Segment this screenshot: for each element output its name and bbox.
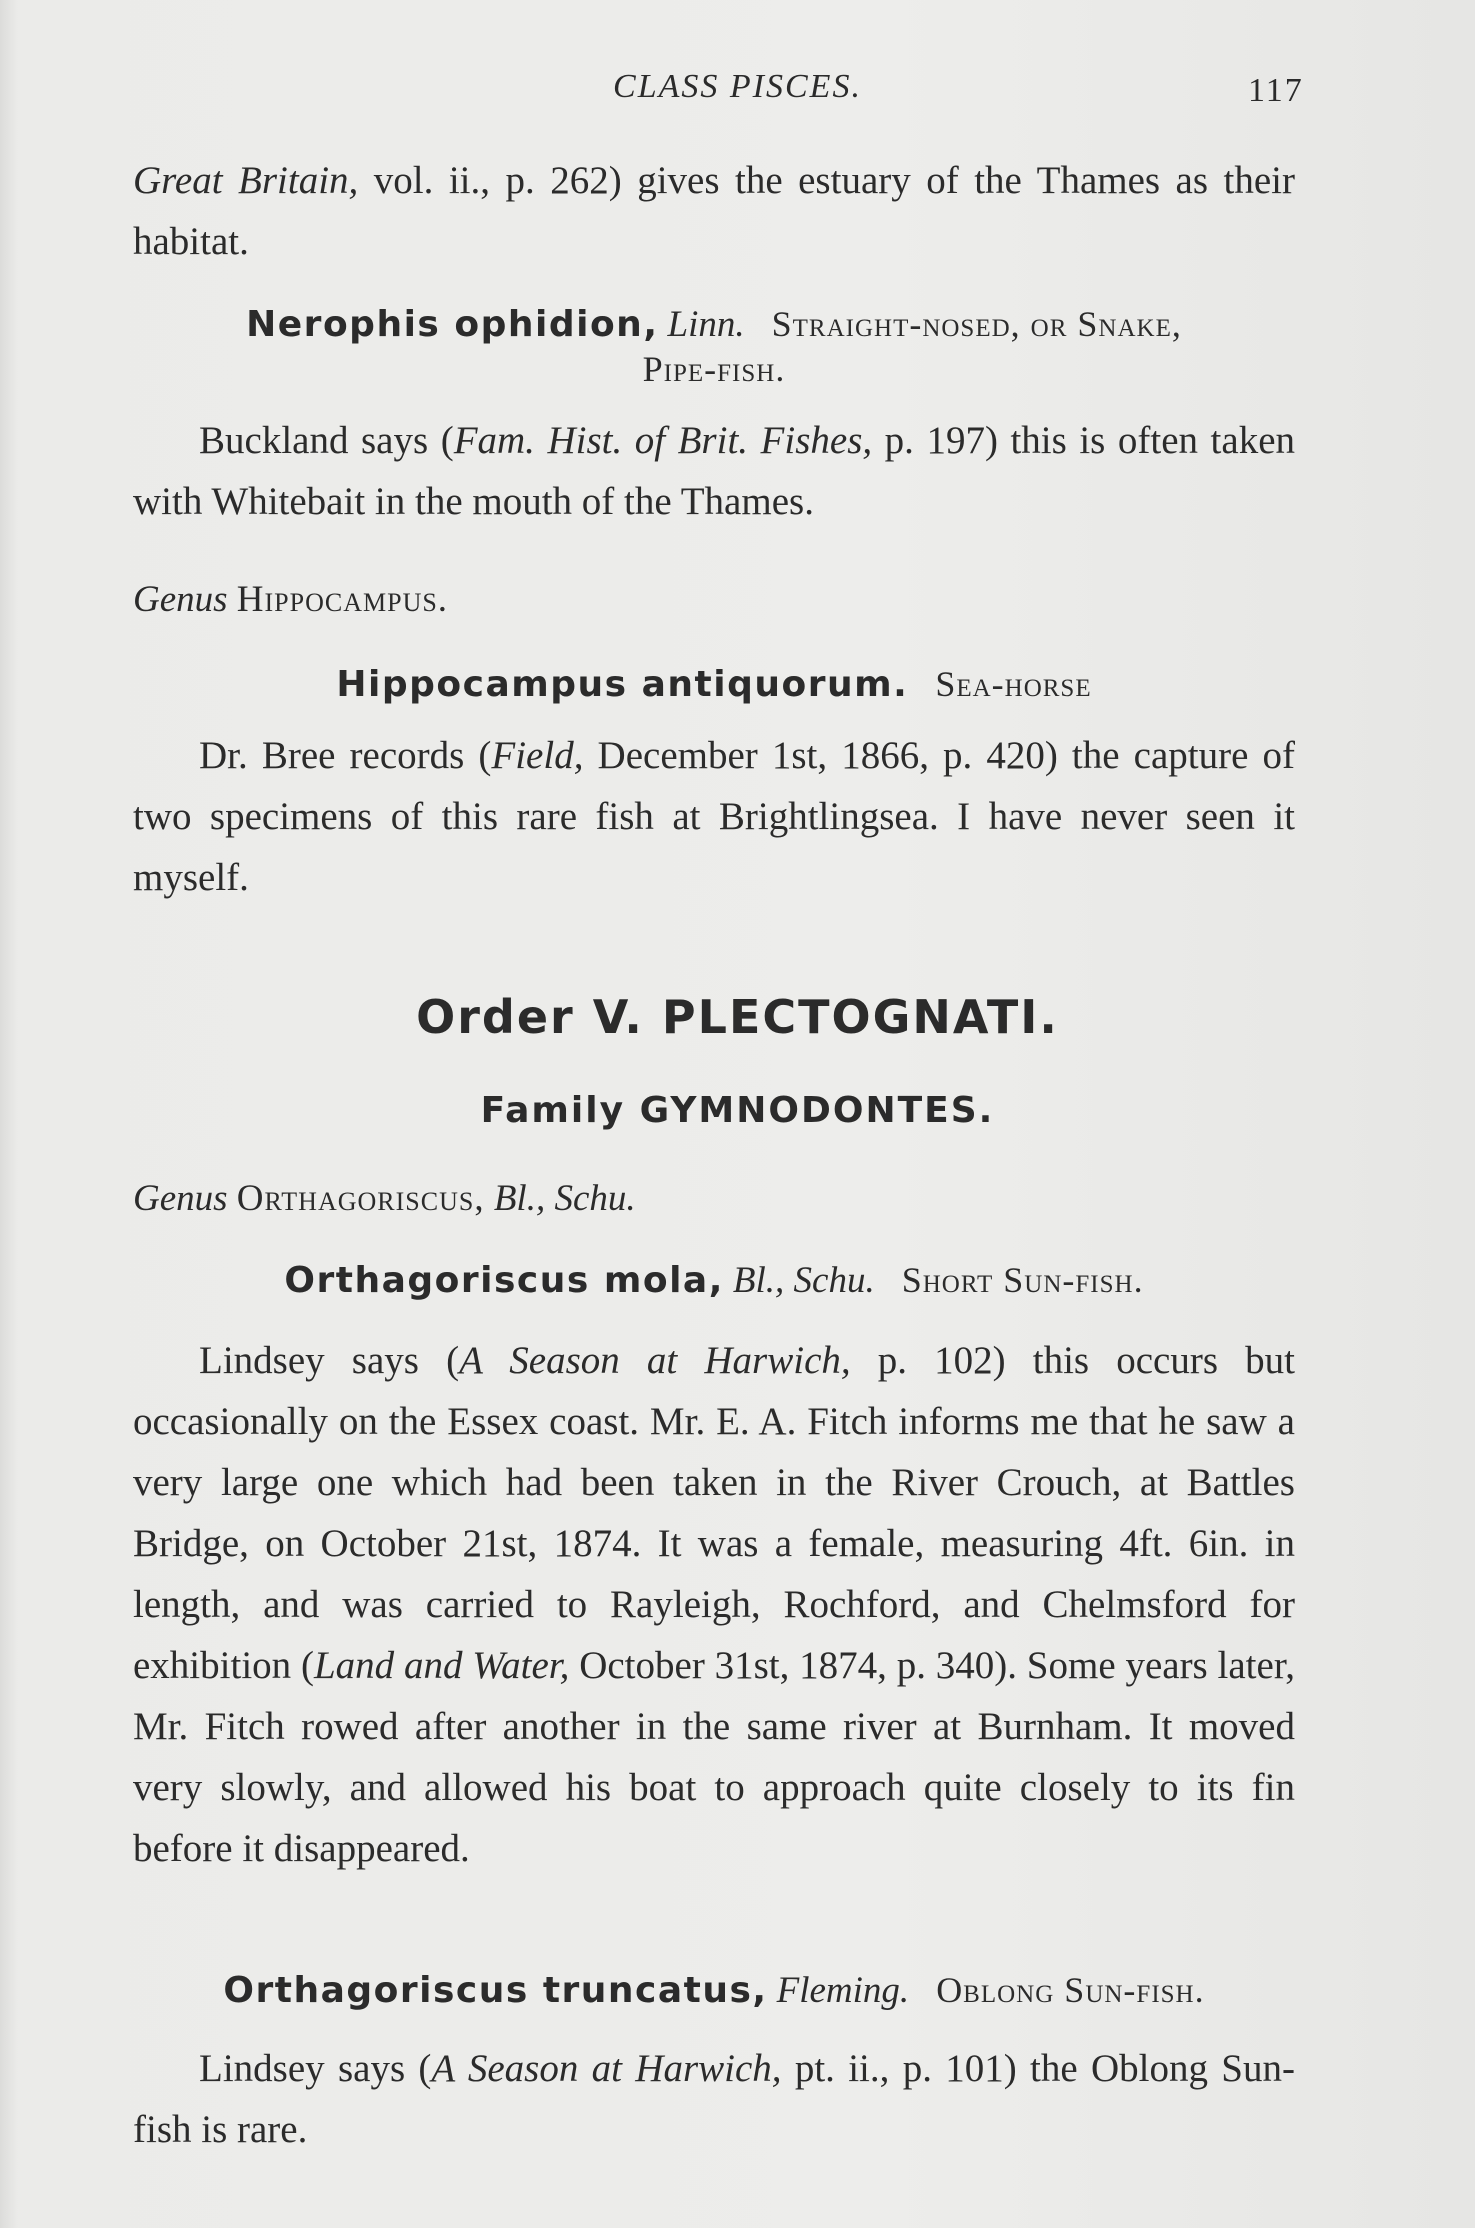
book-title: Fam. Hist. of Brit. Fishes, <box>453 419 873 462</box>
species-heading-truncatus <box>133 1968 1295 2013</box>
species-common-name: Short Sun-fish. <box>901 1260 1144 1300</box>
page-number: 117 <box>1248 72 1304 109</box>
paragraph-lindsey-truncatus: Lindsey says (A Season at Harwich, pt. ii., p. 101) the Oblong Sun-fish is rare. <box>133 2047 1295 2151</box>
paragraph-bree: Dr. Bree records (Field, December 1st, 1866, p. 420) the capture of two specimens of this rare fish at Brightlingsea. I have never seen it myself. <box>133 734 1295 899</box>
book-title: A Season at Harwich, <box>431 2047 782 2090</box>
paragraph-habitat: Great Britain, vol. ii., p. 262) gives the estuary of the Thames as their habitat. <box>133 159 1296 263</box>
genus-label: Genus <box>133 579 228 620</box>
species-latin-name: Orthagoriscus truncatus, <box>223 1970 768 2011</box>
species-common-name: Sea-horse <box>935 664 1092 704</box>
genus-name: Hippocampus. <box>236 579 449 620</box>
species-authority: Fleming. <box>776 1970 910 2011</box>
journal-title: Land and Water, <box>313 1644 570 1687</box>
journal-title: Field, <box>491 734 584 777</box>
book-title: A Season at Harwich, <box>459 1339 851 1382</box>
species-heading-hippocampus <box>133 662 1295 707</box>
species-latin-name: Nerophis ophidion, <box>246 304 659 345</box>
species-latin-name: Hippocampus antiquorum. <box>336 664 909 705</box>
genus-heading-orthagoriscus <box>133 1177 636 1220</box>
species-authority: Bl., Schu. <box>732 1260 875 1301</box>
species-common-name: Straight-nosed, or Snake, <box>771 304 1182 344</box>
species-heading-nerophis <box>133 302 1295 391</box>
order-heading: Order V. PLECTOGNATI. <box>416 990 1059 1044</box>
species-heading-mola <box>133 1258 1295 1303</box>
species-authority: Linn. <box>667 304 745 345</box>
genus-label: Genus <box>133 1178 228 1219</box>
species-common-name: Oblong Sun-fish. <box>936 1970 1205 2010</box>
genus-authority: Bl., Schu. <box>493 1178 636 1219</box>
running-head: CLASS PISCES. <box>613 68 862 105</box>
genus-name: Orthagoriscus, <box>236 1178 485 1219</box>
paragraph-buckland: Buckland says (Fam. Hist. of Brit. Fishes, p. 197) this is often taken with Whitebait in the mouth of the Thames. <box>133 419 1295 523</box>
genus-heading-hippocampus <box>133 578 448 621</box>
species-common-name-cont: Pipe-fish. <box>642 349 786 389</box>
book-title: Great Britain, <box>133 159 359 202</box>
paragraph-lindsey-mola: Lindsey says (A Season at Harwich, p. 102) this occurs but occasionally on the Essex coast. Mr. E. A. Fitch informs me that he saw a very large one which had been taken in the River Crouch, at Battles Bridge, on October 21st, 1874. It was a female, measuring 4ft. 6in. in length, and was carried to Rayleigh, Rochford, and Chelmsford for exhibition (Land and Water, October 31st, 1874, p. 340). Some years later, Mr. Fitch rowed after another in the same river at Burnham. It moved very slowly, and allowed his boat to approach quite closely to its fin before it disappeared. <box>133 1339 1295 1870</box>
species-latin-name: Orthagoriscus mola, <box>284 1260 724 1301</box>
family-heading: Family GYMNODONTES. <box>480 1090 995 1131</box>
